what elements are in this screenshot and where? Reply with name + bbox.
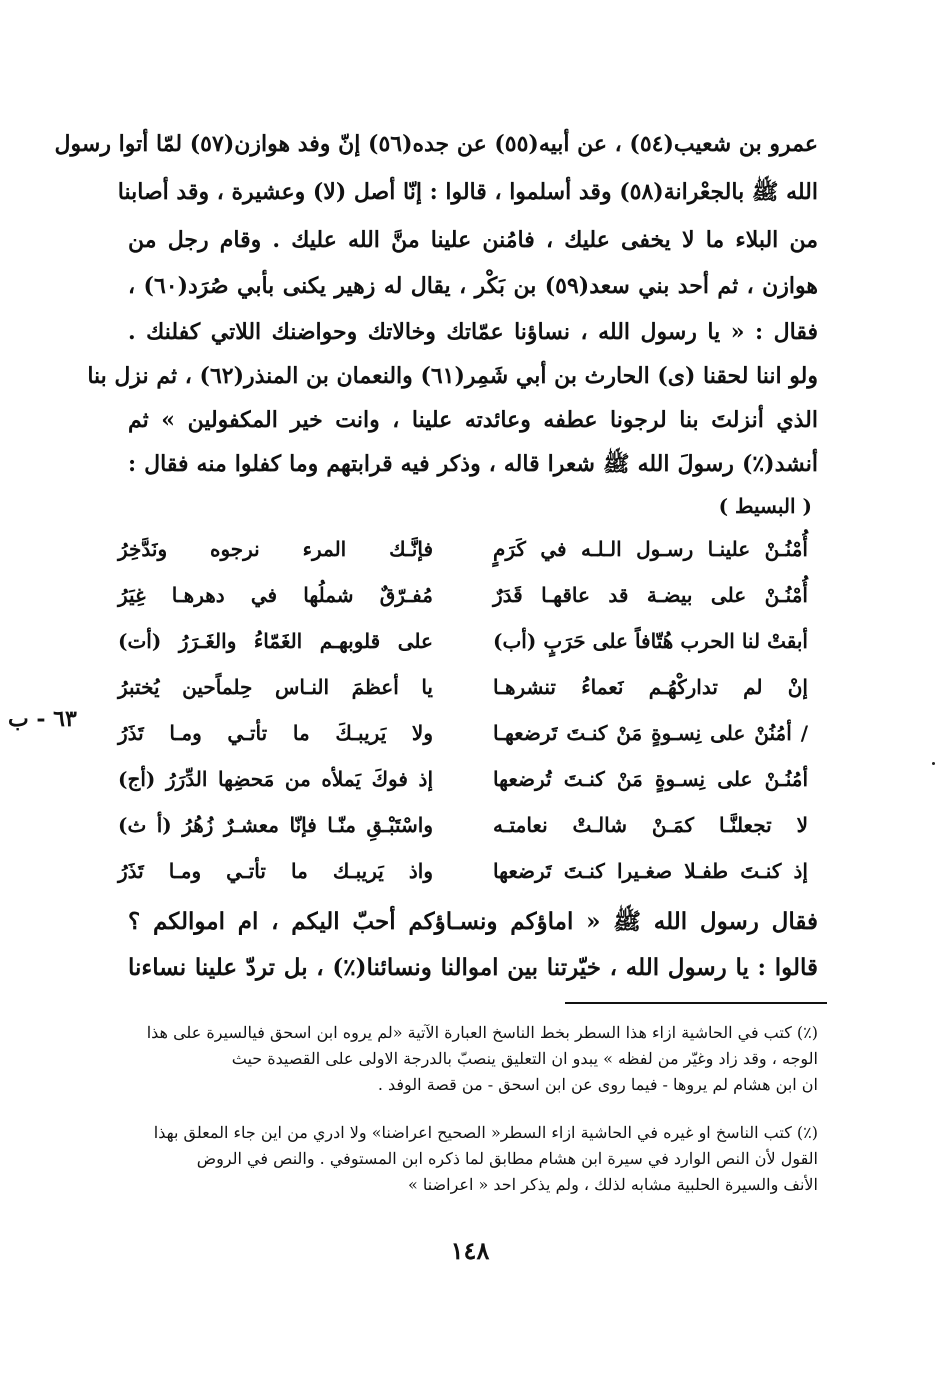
prose-line: هوازن ، ثم أحد بني سعد(٥٩) بن بَكْر ، يقال له زهير يكنى بأبي صُرَد(٦٠) ، xyxy=(128,273,818,299)
verse-first-hemistich: / أمُنُنْ على نِسـوةٍ مَنْ كنـتَ تَرضعهـا xyxy=(493,721,808,745)
footnote-line: القول لأن النص الوارد في سيرة ابن هشام مطابق لما ذكره ابن المستوفي . والنص في الروض xyxy=(196,1149,818,1168)
prose-line: أنشد(٪) رسولَ الله ﷺ شعرا قاله ، وذكر فيه قرابتهم وما كفلوا منه فقال : xyxy=(128,451,818,477)
verse-second-hemistich: واسْتَبْـقِ منّـا فإنّا معشـرٌ زُهُرُ (أ ث) xyxy=(118,813,433,837)
verse-row xyxy=(118,760,808,798)
footnote-line: (٪) كتب في الحاشية ازاء هذا السطر بخط الناسخ العبارة الآتية «لم يروه ابن اسحق فيالسيرة على هذا xyxy=(146,1023,818,1042)
verse-first-hemistich: إذ كنـتَ طفـلا صغـيرا كنـتَ تَرضعها xyxy=(493,859,808,883)
verse-row xyxy=(118,714,808,752)
verse-second-hemistich: فإنَّـك المرء نرجوه ونَدَّخِرُ xyxy=(118,537,433,561)
footnote-line: (٪) كتب الناسخ او غيره في الحاشية ازاء السطر« الصحيح اعراضنا» ولا ادري من اين جاء المعلق بهذا xyxy=(153,1123,818,1142)
prose-line: ولو اننا لحقنا (ى) الحارث بن أبي شَمِر(٦١) والنعمان بن المنذر(٦٢) ، ثم نزل بنا xyxy=(87,363,818,389)
prose-line: عمرو بن شعيب(٥٤) ، عن أبيه(٥٥) عن جده(٥٦) إنّ وفد هوازن(٥٧) لمّا أتوا رسول xyxy=(54,131,818,157)
verse-row xyxy=(118,576,808,614)
margin-folio-note: ٦٣ - ب xyxy=(8,706,77,732)
verse-row xyxy=(118,852,808,890)
verse-second-hemistich: واذ يَريبـك ما تأتـي ومـا تَذَرُ xyxy=(118,859,433,883)
footnote-line: ان ابن هشام لم يروها - فيما روى عن ابن اسحق - من قصة الوفد . xyxy=(377,1075,818,1094)
prose-line: قالوا : يا رسول الله ، خيّرتنا بين اموالنا ونسائنا(٪) ، بل تردّ علينا نساءنا xyxy=(128,954,818,981)
verse-row xyxy=(118,622,808,660)
footnote-line: الأنف والسيرة الحلبية مشابه لذلك ، ولم يذكر احد « اعراضنا » xyxy=(407,1175,818,1194)
verse-first-hemistich: إنْ لم تداركْهُـم نَعماءُ تنشرهـا xyxy=(493,675,808,699)
verse-second-hemistich: يا أعظمَ النـاس حِلماًحين يُختبرُ xyxy=(118,675,433,699)
prose-line: فقال رسول الله ﷺ « اماؤكم ونسـاؤكم أحبّ اليكم ، ام اموالكم ؟ xyxy=(128,908,818,935)
verse-second-hemistich: على قلوبهـم الغَمّاءُ والغَـرَرُ (أت) xyxy=(118,629,433,653)
verse-row xyxy=(118,806,808,844)
verse-second-hemistich: مُفـرّقٌ شملُها في دهرهـا غِيَرُ xyxy=(118,583,433,607)
verse-second-hemistich: إذ فوكَ يَملأه من مَحضِها الدِّرَرُ (أج) xyxy=(118,767,433,791)
footnote-separator xyxy=(565,1002,827,1004)
verse-first-hemistich: أُمْنُـنْ علينـا رسـول الـلـه في كَرَمٍ xyxy=(493,537,808,561)
verse-first-hemistich: أبقتْ لنا الحرب هُتّافاً على حَرَبٍ (أب) xyxy=(493,629,808,653)
verse-row xyxy=(118,668,808,706)
prose-line: فقال : « يا رسول الله ، نساؤنا عمّاتك وخالاتك وحواضنك اللاتي كفلنك . xyxy=(128,319,818,345)
verse-row xyxy=(118,530,808,568)
verse-first-hemistich: أُمْنُـنْ على بيضـة قد عاقهـا قَدَرٌ xyxy=(493,583,808,607)
verse-first-hemistich: لا تجعلنَّـا كمَـنْ شالـتْ نعامتـه xyxy=(493,813,808,837)
page-number: ١٤٨ xyxy=(450,1236,490,1265)
prose-line: من البلاء ما لا يخفى عليك ، فامُنن علينا منَّ الله عليك . وقام رجل من xyxy=(128,227,818,253)
verse-first-hemistich: أمُنُـنْ على نِسـوةٍ مَنْ كنـتَ تُرضعها xyxy=(493,767,808,791)
meter-label: ( البسيط ) xyxy=(718,494,812,518)
verse-second-hemistich: ولا يَريبـكَ ما تأتـي ومـا تَذَرُ xyxy=(118,721,433,745)
prose-line: الله ﷺ بالجعْرانة(٥٨) وقد أسلموا ، قالوا : إنّا أصل (لا) وعشيرة ، وقد أصابنا xyxy=(117,179,818,205)
footnote-line: الوجه ، وقد زاد وغيّر من لفظه » يبدو ان التعليق ينصبّ بالدرجة الاولى على القصيدة حيث xyxy=(231,1049,818,1068)
ink-speck xyxy=(932,762,935,765)
prose-line: الذي أنزلتَ بنا لرجونا عطفه وعائدته علينا ، وانت خير المكفولين » ثم xyxy=(128,407,818,433)
